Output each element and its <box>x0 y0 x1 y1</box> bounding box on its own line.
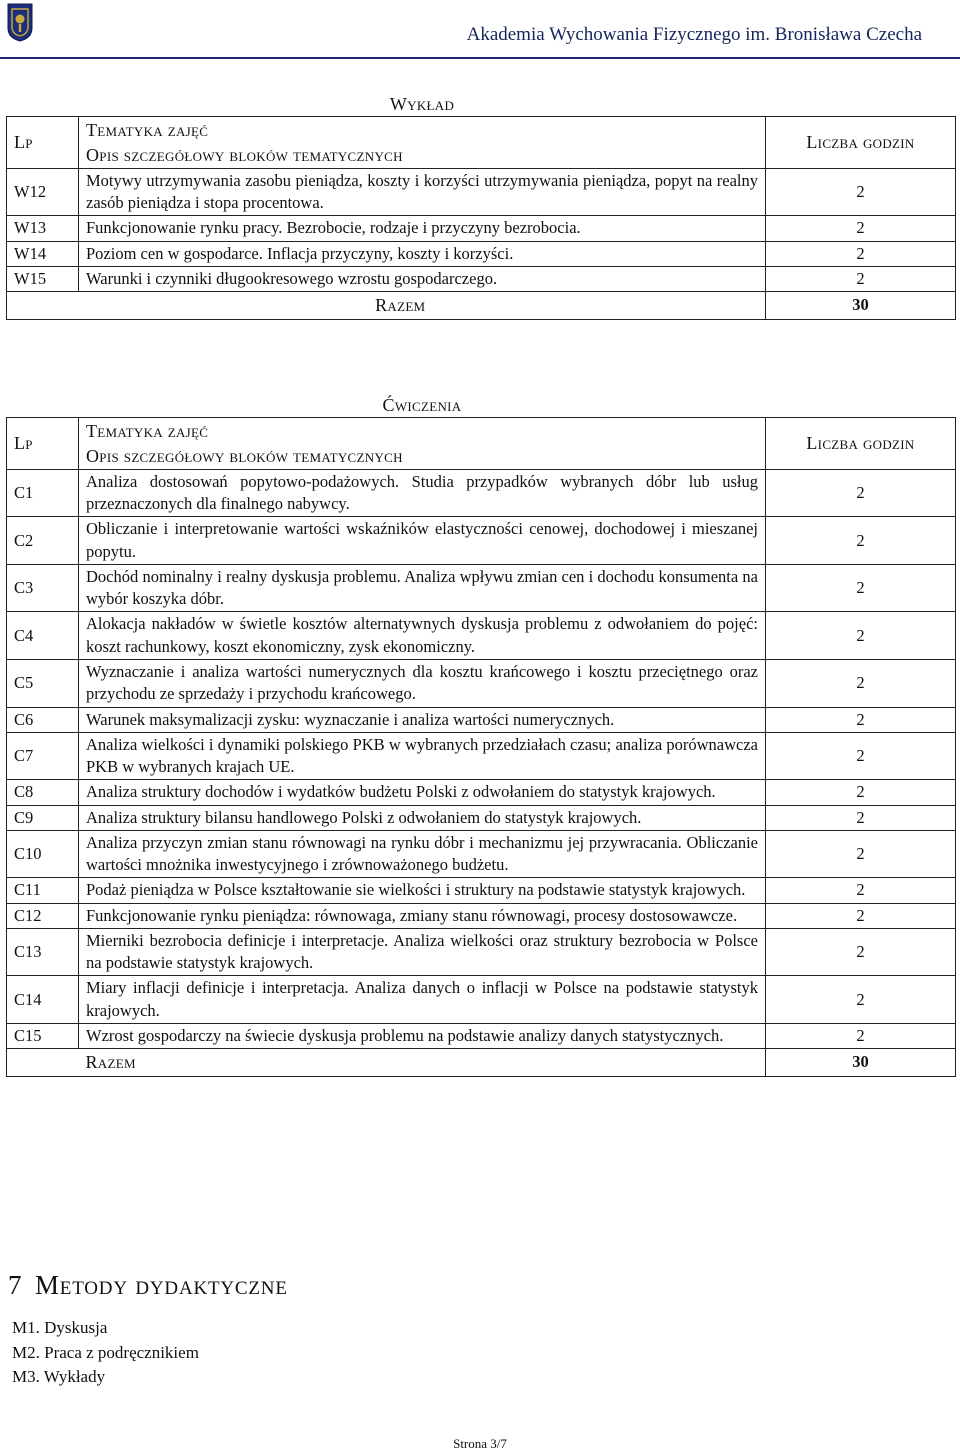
row-topic: Analiza wielkości i dynamiki polskiego PKB w wybranych przedziałach czasu; analiza porównawcza PKB w wybranych krajach UE. <box>79 732 766 780</box>
row-hours: 2 <box>766 780 956 805</box>
section-number: 7 <box>8 1270 22 1300</box>
total-label: Razem <box>79 292 766 319</box>
table-caption: Ćwiczenia <box>382 395 462 415</box>
row-lp: C8 <box>7 780 79 805</box>
row-topic: Wzrost gospodarczy na świecie dyskusja problemu na podstawie analizy danych statystycznych. <box>79 1024 766 1049</box>
row-hours: 2 <box>766 903 956 928</box>
row-lp: C4 <box>7 612 79 660</box>
row-topic: Dochód nominalny i realny dyskusja problemu. Analiza wpływu zmian cen i dochodu konsumenta na wybór koszyka dóbr. <box>79 564 766 612</box>
header-topic-label: Tematyka zajęć <box>86 421 209 442</box>
table-row <box>7 168 956 216</box>
table-row <box>7 707 956 732</box>
row-lp: C6 <box>7 707 79 732</box>
row-lp: C10 <box>7 830 79 878</box>
table-row <box>7 830 956 878</box>
row-hours: 2 <box>766 707 956 732</box>
row-topic: Analiza struktury bilansu handlowego Polski z odwołaniem do statystyk krajowych. <box>79 805 766 830</box>
total-value: 30 <box>766 292 956 319</box>
row-lp: W15 <box>7 266 79 291</box>
row-topic: Funkcjonowanie rynku pracy. Bezrobocie, rodzaje i przyczyny bezrobocia. <box>79 216 766 241</box>
table-row <box>7 1024 956 1049</box>
total-row <box>7 292 956 319</box>
row-lp: W12 <box>7 168 79 216</box>
row-lp: C13 <box>7 928 79 976</box>
caption-spacer <box>7 92 79 117</box>
exercises-table <box>6 393 956 1077</box>
row-lp: C14 <box>7 976 79 1024</box>
row-lp: C12 <box>7 903 79 928</box>
row-lp: C7 <box>7 732 79 780</box>
header-detail-label: Opis szczegółowy bloków tematycznych <box>86 144 403 165</box>
total-row <box>7 1049 956 1076</box>
header-hours: Liczba godzin <box>766 418 956 470</box>
header-detail-label: Opis szczegółowy bloków tematycznych <box>86 445 403 466</box>
row-lp: C3 <box>7 564 79 612</box>
row-hours: 2 <box>766 266 956 291</box>
methods-list <box>12 1318 199 1392</box>
table-row <box>7 612 956 660</box>
row-topic: Funkcjonowanie rynku pieniądza: równowaga, zmiany stanu równowagi, procesy dostosowawcze. <box>79 903 766 928</box>
row-lp: W14 <box>7 241 79 266</box>
header-lp: Lp <box>7 117 79 169</box>
section-heading <box>8 1270 288 1301</box>
header-topic <box>79 418 766 470</box>
row-hours: 2 <box>766 168 956 216</box>
table-row <box>7 469 956 517</box>
row-hours: 2 <box>766 660 956 708</box>
row-topic: Analiza struktury dochodów i wydatków budżetu Polski z odwołaniem do statystyk krajowych. <box>79 780 766 805</box>
row-lp: C1 <box>7 469 79 517</box>
row-hours: 2 <box>766 517 956 565</box>
list-item: M2. Praca z podręcznikiem <box>12 1342 199 1362</box>
row-hours: 2 <box>766 805 956 830</box>
table-row <box>7 216 956 241</box>
list-item: M3. Wykłady <box>12 1367 106 1386</box>
page-number: Strona 3/7 <box>453 1436 507 1451</box>
caption-spacer <box>766 393 956 418</box>
list-item: M1. Dyskusja <box>12 1318 108 1337</box>
row-hours: 2 <box>766 878 956 903</box>
total-spacer <box>7 1049 79 1076</box>
row-lp: C11 <box>7 878 79 903</box>
table-caption: Wykład <box>389 94 455 114</box>
row-topic: Podaż pieniądza w Polsce kształtowanie sie wielkości i struktury na podstawie statystyk krajowych. <box>79 878 766 903</box>
row-topic: Mierniki bezrobocia definicje i interpretacje. Analiza wielkości oraz struktury bezrobocia w Polsce na podstawie statystyk krajowych. <box>79 928 766 976</box>
table-row <box>7 517 956 565</box>
row-topic: Analiza przyczyn zmian stanu równowagi na rynku dóbr i mechanizmu jej przywracania. Obliczanie wartości mnożnika inwestycyjnego i zrównoważonego budżetu. <box>79 830 766 878</box>
table-header-row <box>7 418 956 470</box>
university-crest-icon <box>6 2 34 42</box>
table-row <box>7 903 956 928</box>
section-title: Metody dydaktyczne <box>35 1270 288 1300</box>
table-row <box>7 266 956 291</box>
row-topic: Analiza dostosowań popytowo-podażowych. Studia przypadków wybranych dóbr lub usług przeznaczonych dla finalnego nabywcy. <box>79 469 766 517</box>
header-lp: Lp <box>7 418 79 470</box>
row-hours: 2 <box>766 612 956 660</box>
header-topic <box>79 117 766 169</box>
total-value: 30 <box>766 1049 956 1076</box>
lecture-table <box>6 92 956 320</box>
table-row <box>7 805 956 830</box>
row-topic: Wyznaczanie i analiza wartości numerycznych dla kosztu krańcowego i kosztu przeciętnego oraz przychodu ze sprzedaży i przychodu krańcowego. <box>79 660 766 708</box>
header-rule <box>0 57 960 59</box>
page-header <box>0 0 960 60</box>
row-lp: C15 <box>7 1024 79 1049</box>
row-lp: C5 <box>7 660 79 708</box>
header-hours: Liczba godzin <box>766 117 956 169</box>
table-row <box>7 780 956 805</box>
row-topic: Alokacja nakładów w świetle kosztów alternatywnych dyskusja problemu z odwołaniem do pojęć: koszt rachunkowy, koszt ekonomiczny, zysk ekonomiczny. <box>79 612 766 660</box>
caption-spacer <box>766 92 956 117</box>
row-hours: 2 <box>766 1024 956 1049</box>
row-lp: W13 <box>7 216 79 241</box>
row-topic: Motywy utrzymywania zasobu pieniądza, koszty i korzyści utrzymywania pieniądza, popyt na realny zasób pieniądza i stopa procentowa. <box>79 168 766 216</box>
row-hours: 2 <box>766 732 956 780</box>
total-label: Razem <box>79 1049 766 1076</box>
row-lp: C2 <box>7 517 79 565</box>
caption-spacer <box>7 393 79 418</box>
row-topic: Warunki i czynniki długookresowego wzrostu gospodarczego. <box>79 266 766 291</box>
row-topic: Warunek maksymalizacji zysku: wyznaczanie i analiza wartości numerycznych. <box>79 707 766 732</box>
row-lp: C9 <box>7 805 79 830</box>
table-row <box>7 732 956 780</box>
row-hours: 2 <box>766 469 956 517</box>
row-topic: Obliczanie i interpretowanie wartości wskaźników elastyczności cenowej, dochodowej i mieszanej popytu. <box>79 517 766 565</box>
table-row <box>7 878 956 903</box>
row-hours: 2 <box>766 976 956 1024</box>
row-hours: 2 <box>766 216 956 241</box>
row-topic: Miary inflacji definicje i interpretacja. Analiza danych o inflacji w Polsce na podstawie statystyk krajowych. <box>79 976 766 1024</box>
total-spacer <box>7 292 79 319</box>
header-topic-label: Tematyka zajęć <box>86 120 209 141</box>
table-row <box>7 660 956 708</box>
row-hours: 2 <box>766 564 956 612</box>
table-row <box>7 976 956 1024</box>
row-hours: 2 <box>766 830 956 878</box>
table-row <box>7 564 956 612</box>
table-header-row <box>7 117 956 169</box>
table-row <box>7 928 956 976</box>
row-hours: 2 <box>766 241 956 266</box>
row-hours: 2 <box>766 928 956 976</box>
institution-name: Akademia Wychowania Fizycznego im. Bronisława Czecha <box>466 24 922 45</box>
table-row <box>7 241 956 266</box>
row-topic: Poziom cen w gospodarce. Inflacja przyczyny, koszty i korzyści. <box>79 241 766 266</box>
